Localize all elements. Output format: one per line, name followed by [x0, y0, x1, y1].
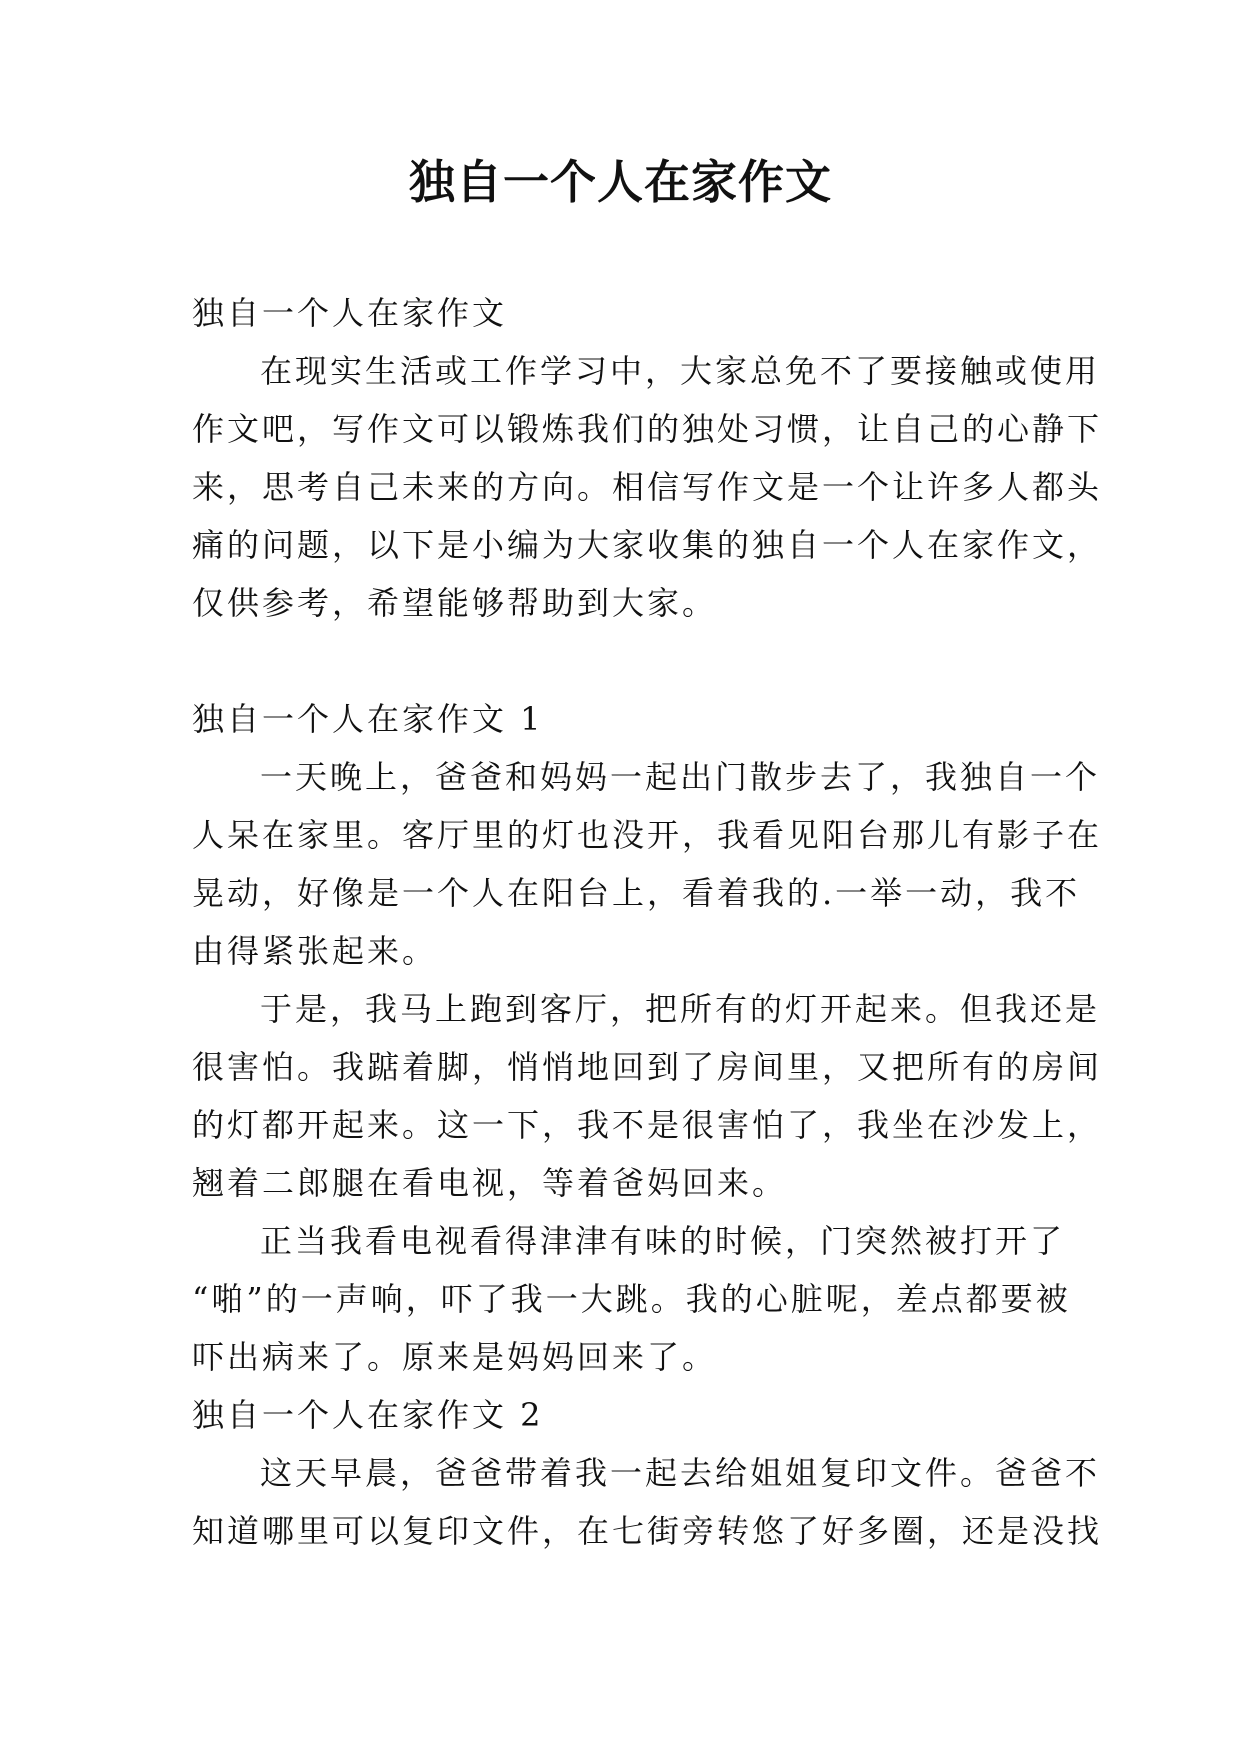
- paragraph-line: 知道哪里可以复印文件，在七街旁转悠了好多圈，还是没找: [192, 1512, 1103, 1550]
- section1-paragraph-2: [192, 980, 1103, 1212]
- document-title: 独自一个人在家作文: [409, 155, 832, 209]
- section1-paragraph-1: [192, 748, 1103, 980]
- document-body: [192, 284, 1103, 1560]
- section1-paragraph-3: [192, 1212, 1071, 1386]
- paragraph-line: 晃动，好像是一个人在阳台上，看着我的.一举一动，我不: [192, 874, 1081, 912]
- paragraph-line: 的灯都开起来。这一下，我不是很害怕了，我坐在沙发上，: [192, 1106, 1103, 1144]
- intro-paragraph: [192, 342, 1103, 632]
- paragraph-line: 一天晚上，爸爸和妈妈一起出门散步去了，我独自一个: [260, 758, 1101, 796]
- paragraph-line: 正当我看电视看得津津有味的时候，门突然被打开了: [260, 1222, 1066, 1260]
- paragraph-line: 人呆在家里。客厅里的灯也没开，我看见阳台那儿有影子在: [192, 816, 1103, 854]
- paragraph-line: 翘着二郎腿在看电视，等着爸妈回来。: [192, 1164, 788, 1202]
- paragraph-line: 在现实生活或工作学习中，大家总免不了要接触或使用: [260, 352, 1101, 390]
- section-heading: 独自一个人在家作文 1: [192, 700, 544, 738]
- section2-paragraph-1: [192, 1444, 1103, 1560]
- paragraph-line: 痛的问题，以下是小编为大家收集的独自一个人在家作文，: [192, 526, 1103, 564]
- paragraph-line: 仅供参考，希望能够帮助到大家。: [192, 584, 718, 622]
- section-spacer: [192, 632, 1052, 690]
- paragraph-line: 来，思考自己未来的方向。相信写作文是一个让许多人都头: [192, 468, 1103, 506]
- section-heading: 独自一个人在家作文 2: [192, 1396, 544, 1434]
- paragraph-line: 吓出病来了。原来是妈妈回来了。: [192, 1338, 718, 1376]
- paragraph-line: 由得紧张起来。: [192, 932, 438, 970]
- paragraph-line: 于是，我马上跑到客厅，把所有的灯开起来。但我还是: [260, 990, 1101, 1028]
- paragraph-line: “啪”的一声响，吓了我一大跳。我的心脏呢，差点都要被: [192, 1280, 1071, 1318]
- paragraph-line: 这天早晨，爸爸带着我一起去给姐姐复印文件。爸爸不: [260, 1454, 1101, 1492]
- paragraph-line: 很害怕。我踮着脚，悄悄地回到了房间里，又把所有的房间: [192, 1048, 1103, 1086]
- document-subtitle: 独自一个人在家作文: [192, 294, 508, 332]
- paragraph-line: 作文吧，写作文可以锻炼我们的独处习惯，让自己的心静下: [192, 410, 1103, 448]
